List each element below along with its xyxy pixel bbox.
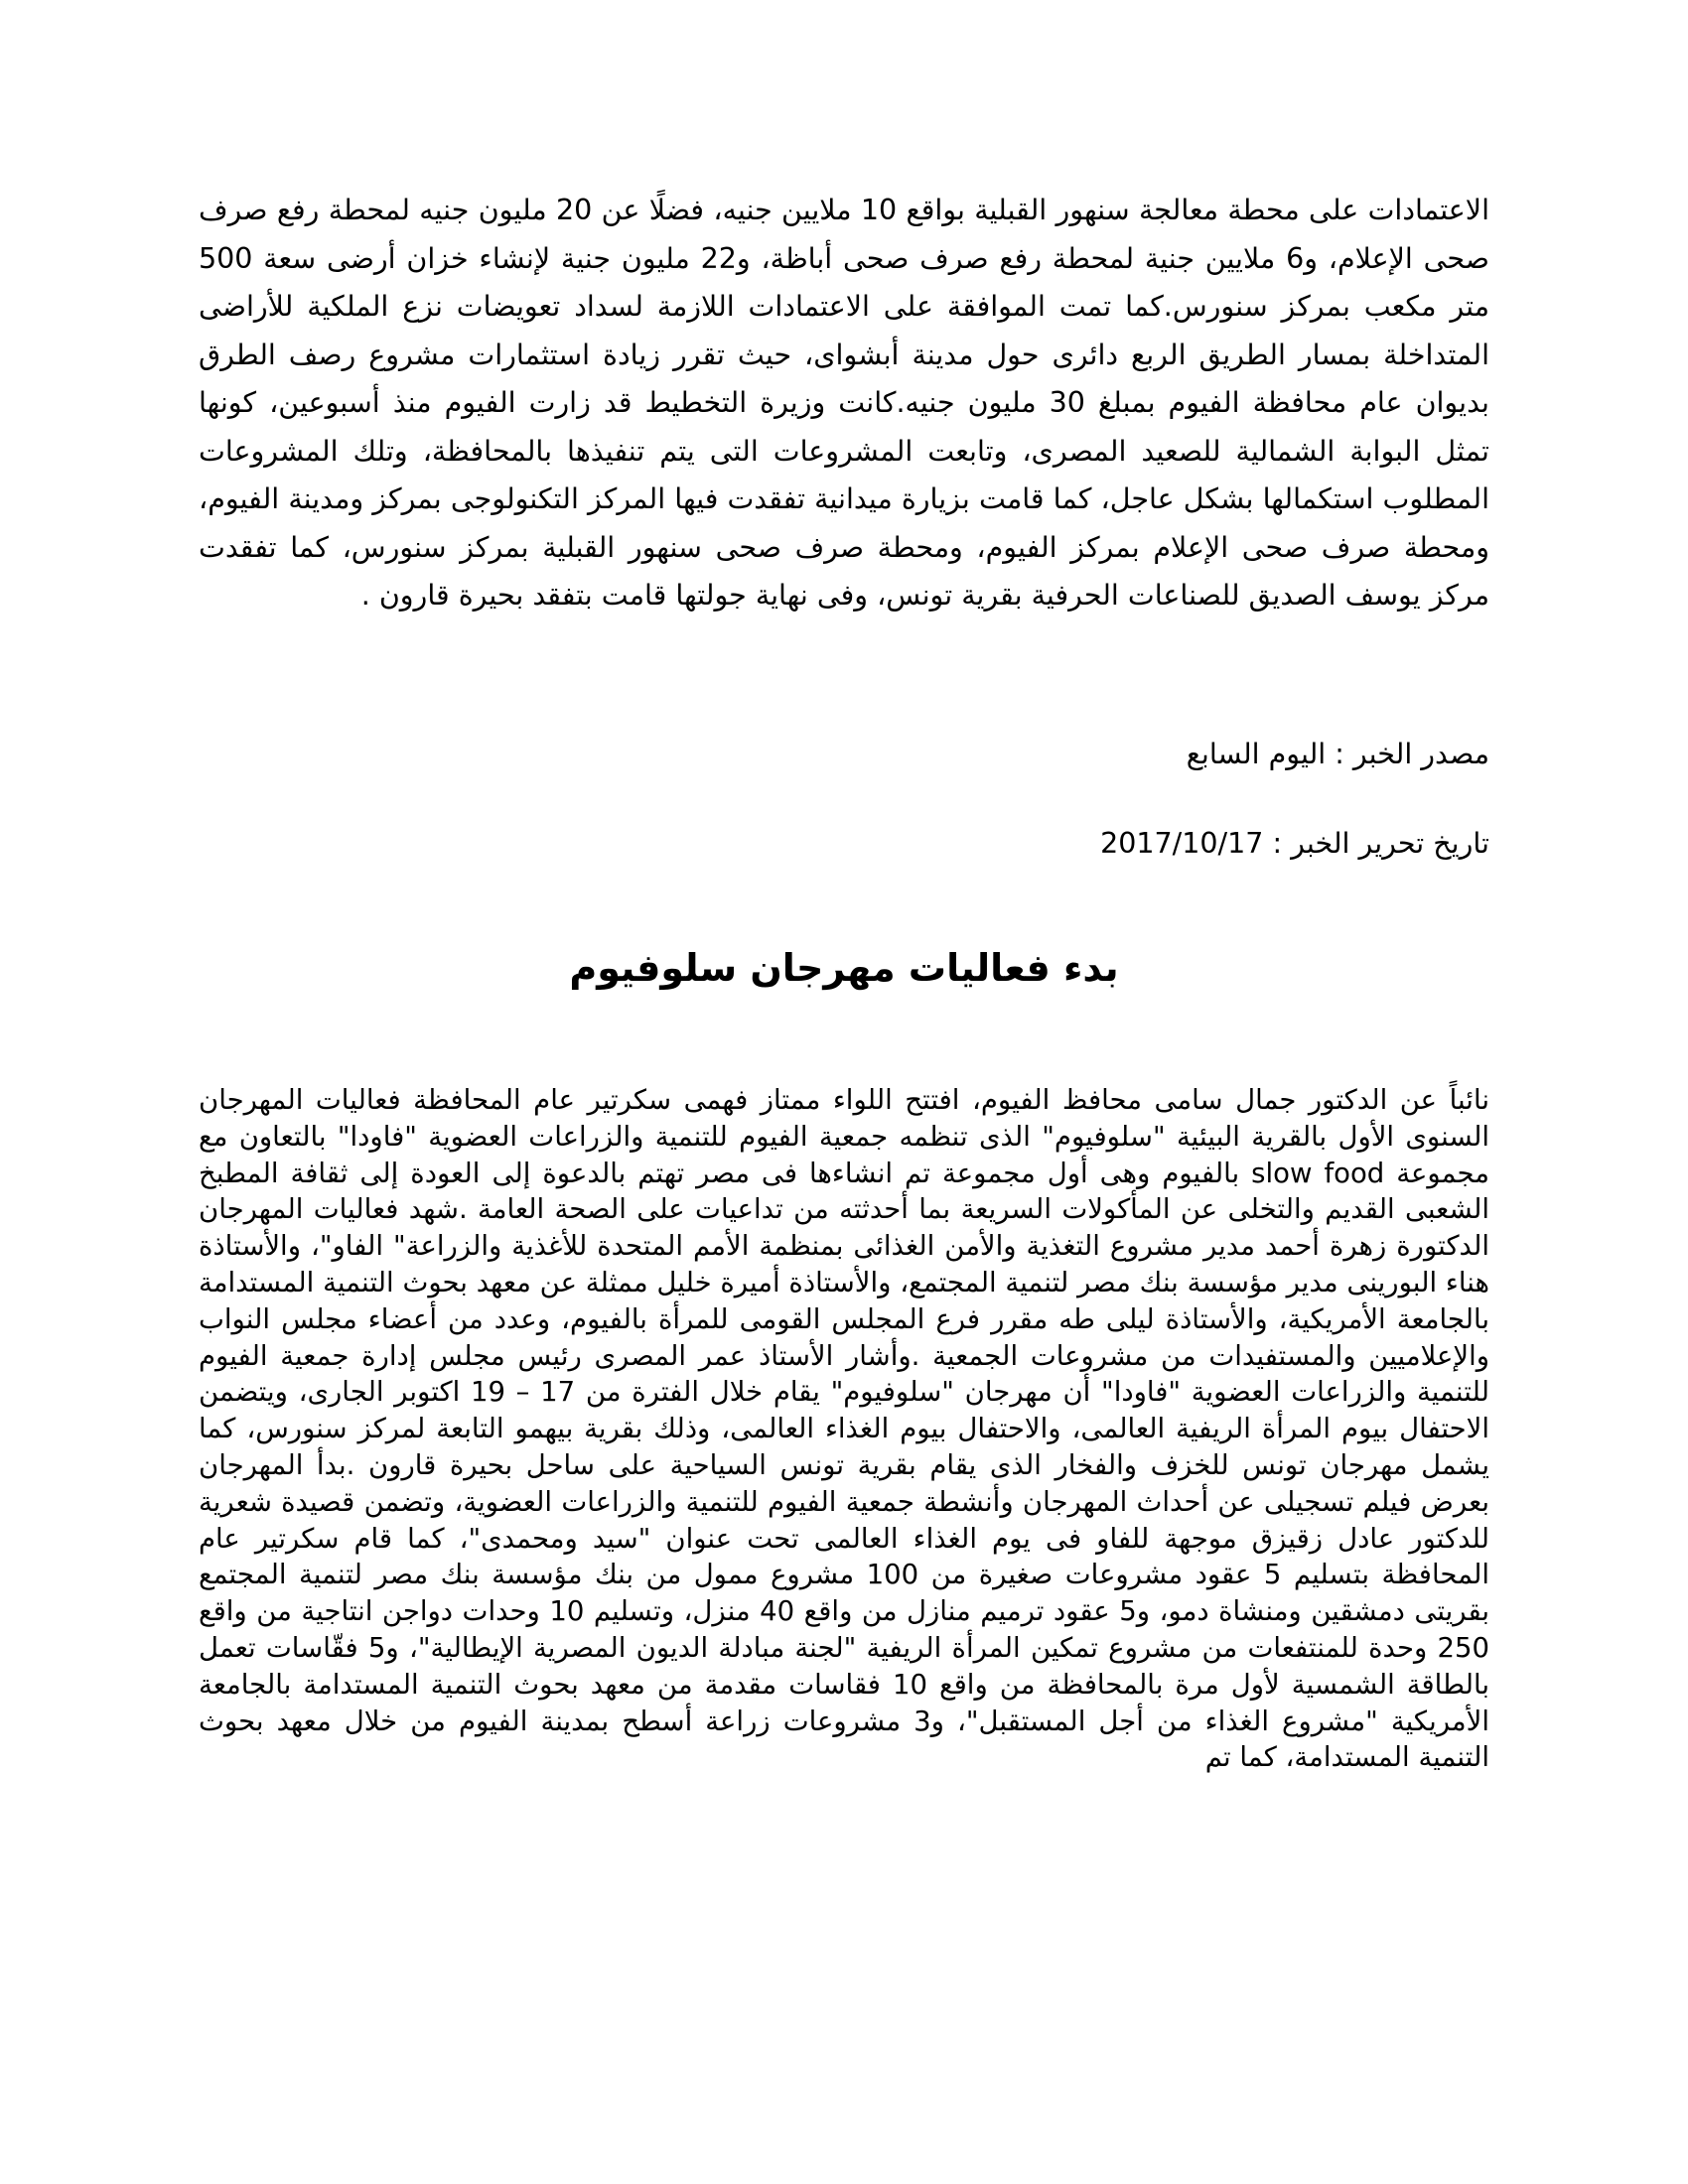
news-source-line: مصدر الخبر : اليوم السابع: [1186, 738, 1489, 770]
article-main-paragraph: [199, 1082, 1489, 1776]
news-date-line: تاريخ تحرير الخبر : 2017/10/17: [1100, 827, 1489, 860]
article-main-text-part1: نائباً عن الدكتور جمال سامى محافظ الفيوم، افتتح اللواء ممتاز فهمى سكرتير عام المحافظة فعاليات المهرجان السنوى الأول بالقرية البيئية "سلوفيوم" الذى تنظمه جمعية الفيوم للتنمية والزراعات العضوية "فاودا" بالتعاون مع مجموعة: [199, 1084, 1489, 1189]
article-main-text-part2: بالفيوم وهى أول مجموعة تم انشاءها فى مصر تهتم بالدعوة إلى العودة إلى ثقافة المطبخ الشعبى القديم والتخلى عن المأكولات السريعة بما أحدثته من تداعيات على الصحة العامة .شهد فعاليات المهرجان الدكتورة زهرة أحمد مدير مشروع التغذية والأمن الغذائى بمنظمة الأمم المتحدة للأغذية والزراعة" الفاو"، والأستاذة هناء البورينى مدير مؤسسة بنك مصر لتنمية المجتمع، والأستاذة أميرة خليل ممثلة عن معهد بحوث التنمية المستدامة بالجامعة الأمريكية، والأستاذة ليلى طه مقرر فرع المجلس القومى للمرأة بالفيوم، وعدد من أعضاء مجلس النواب والإعلاميين والمستفيدات من مشروعات الجمعية .وأشار الأستاذ عمر المصرى رئيس مجلس إدارة جمعية الفيوم للتنمية والزراعات العضوية "فاودا" أن مهرجان "سلوفيوم" يقام خلال الفترة من 17 – 19 اكتوبر الجارى، ويتضمن الاحتفال بيوم المرأة الريفية العالمى، والاحتفال بيوم الغذاء العالمى، وذلك بقرية بيهمو التابعة لمركز سنورس، كما يشمل مهرجان تونس للخزف والفخار الذى يقام بقرية تونس السياحية على ساحل بحيرة قارون .بدأ المهرجان بعرض فيلم تسجيلى عن أحداث المهرجان وأنشطة جمعية الفيوم للتنمية والزراعات العضوية، وتضمن قصيدة شعرية للدكتور عادل زقيزق موجهة للفاو فى يوم الغذاء العالمى تحت عنوان "سيد ومحمدى"، كما قام سكرتير عام المحافظة بتسليم 5 عقود مشروعات صغيرة من 100 مشروع ممول من بنك مؤسسة بنك مصر لتنمية المجتمع بقريتى دمشقين ومنشاة دمو، و5 عقود ترميم منازل من واقع 40 منزل، وتسليم 10 وحدات دواجن انتاجية من واقع 250 وحدة للمنتفعات من مشروع تمكين المرأة الريفية "لجنة مبادلة الديون المصرية الإيطالية"، و5 فقّاسات تعمل بالطاقة الشمسية لأول مرة بالمحافظة من واقع 10 فقاسات مقدمة من معهد بحوث التنمية المستدامة بالجامعة الأمريكية "مشروع الغذاء من أجل المستقبل"، و3 مشروعات زراعة أسطح بمدينة الفيوم من خلال معهد بحوث التنمية المستدامة، كما تم: [199, 1157, 1490, 1774]
article-main-latin-term: slow food: [1251, 1157, 1385, 1189]
article-continued-paragraph: الاعتمادات على محطة معالجة سنهور القبلية بواقع 10 ملايين جنيه، فضلًا عن 20 مليون جنيه لمحطة رفع صرف صحى الإعلام، و6 ملايين جنية لمحطة رفع صرف صحى أباظة، و22 مليون جنية لإنشاء خزان أرضى سعة 500 متر مكعب بمركز سنورس.كما تمت الموافقة على الاعتمادات اللازمة لسداد تعويضات نزع الملكية للأراضى المتداخلة بمسار الطريق الربع دائرى حول مدينة أبشواى، حيث تقرر زيادة استثمارات مشروع رصف الطرق بديوان عام محافظة الفيوم بمبلغ 30 مليون جنيه.كانت وزيرة التخطيط قد زارت الفيوم منذ أسبوعين، كونها تمثل البوابة الشمالية للصعيد المصرى، وتابعت المشروعات التى يتم تنفيذها بالمحافظة، وتلك المشروعات المطلوب استكمالها بشكل عاجل، كما قامت بزيارة ميدانية تفقدت فيها المركز التكنولوجى بمركز ومدينة الفيوم، ومحطة صرف صحى الإعلام بمركز الفيوم، ومحطة صرف صحى سنهور القبلية بمركز سنورس، كما تفقدت مركز يوسف الصديق للصناعات الحرفية بقرية تونس، وفى نهاية جولتها قامت بتفقد بحيرة قارون .: [199, 194, 1489, 612]
news-headline: بدء فعاليات مهرجان سلوفيوم: [569, 946, 1119, 990]
